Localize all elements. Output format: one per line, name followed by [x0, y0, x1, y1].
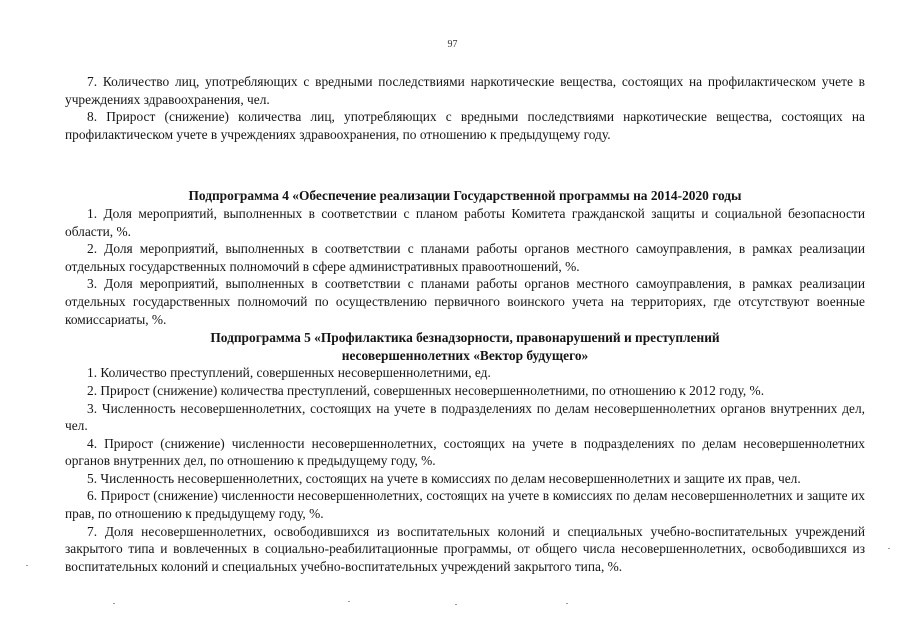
- subprogram-5-item-5: 5. Численность несовершеннолетних, состоящих на учете в комиссиях по делам несовершеннолетних и защите их прав, чел.: [87, 470, 801, 486]
- page-number: 97: [447, 39, 458, 50]
- scan-speck: [566, 603, 568, 604]
- scan-speck: [455, 604, 457, 605]
- subprogram-4-item-3: 3. Доля мероприятий, выполненных в соответствии с планами работы органов местного самоуправления, в рамках реализации отдельных государственных полномочий по осуществлению первичного воинского учета на территориях, где отсутствуют военные комиссариаты, %.: [65, 276, 865, 327]
- subprogram-4-heading: Подпрограмма 4 «Обеспечение реализации Государственной программы на 2014-2020 годы: [188, 188, 742, 204]
- scan-speck: [26, 565, 28, 566]
- scan-speck: [348, 601, 350, 602]
- subprogram-5-item-2: 2. Прирост (снижение) количества преступлений, совершенных несовершеннолетними, по отношению к 2012 году, %.: [87, 382, 765, 398]
- subprogram-5-item-7: 7. Доля несовершеннолетних, освободившихся из воспитательных колоний и специальных учебно-воспитательных учреждений закрытого типа и вовлеченных в социально-реабилитационные программы, от общего числа несовершеннолетних, освободившихся из воспитательных колоний и специальных учебно-воспитательных учреждений закрытого типа, %.: [65, 523, 865, 574]
- scan-speck: [113, 603, 115, 604]
- intro-item-8: 8. Прирост (снижение) количества лиц, употребляющих с вредными последствиями наркотические вещества, состоящих на профилактическом учете в учреждениях здравоохранения, по отношению к предыдущему году.: [65, 109, 865, 142]
- subprogram-5-item-3: 3. Численность несовершеннолетних, состоящих на учете в подразделениях по делам несовершеннолетних органов внутренних дел, чел.: [65, 400, 865, 434]
- subprogram-5-item-1: 1. Количество преступлений, совершенных несовершеннолетними, ед.: [87, 365, 491, 381]
- subprogram-5-item-4: 4. Прирост (снижение) численности несовершеннолетних, состоящих на учете в подразделениях по делам несовершеннолетних органов внутренних дел, по отношению к предыдущему году, %.: [65, 435, 865, 469]
- intro-item-7: 7. Количество лиц, употребляющих с вредными последствиями наркотические вещества, состоящих на профилактическом учете в учреждениях здравоохранения, чел.: [65, 74, 865, 107]
- subprogram-5-heading-line-1: Подпрограмма 5 «Профилактика безнадзорности, правонарушений и преступлений: [210, 330, 720, 346]
- subprogram-4-item-2: 2. Доля мероприятий, выполненных в соответствии с планами работы органов местного самоуправления, в рамках реализации отдельных государственных полномочий в сфере административных правоотношений, %.: [65, 241, 865, 274]
- page-content: [65, 73, 865, 575]
- subprogram-5-item-6: 6. Прирост (снижение) численности несовершеннолетних, состоящих на учете в комиссиях по делам несовершеннолетних и защите их прав, по отношению к предыдущему году, %.: [65, 488, 865, 522]
- subprogram-5-heading-line-2: несовершеннолетних «Вектор будущего»: [341, 347, 589, 363]
- subprogram-4-item-1: 1. Доля мероприятий, выполненных в соответствии с планом работы Комитета гражданской защиты и социальной безопасности области, %.: [65, 205, 865, 239]
- scan-speck: [888, 548, 890, 549]
